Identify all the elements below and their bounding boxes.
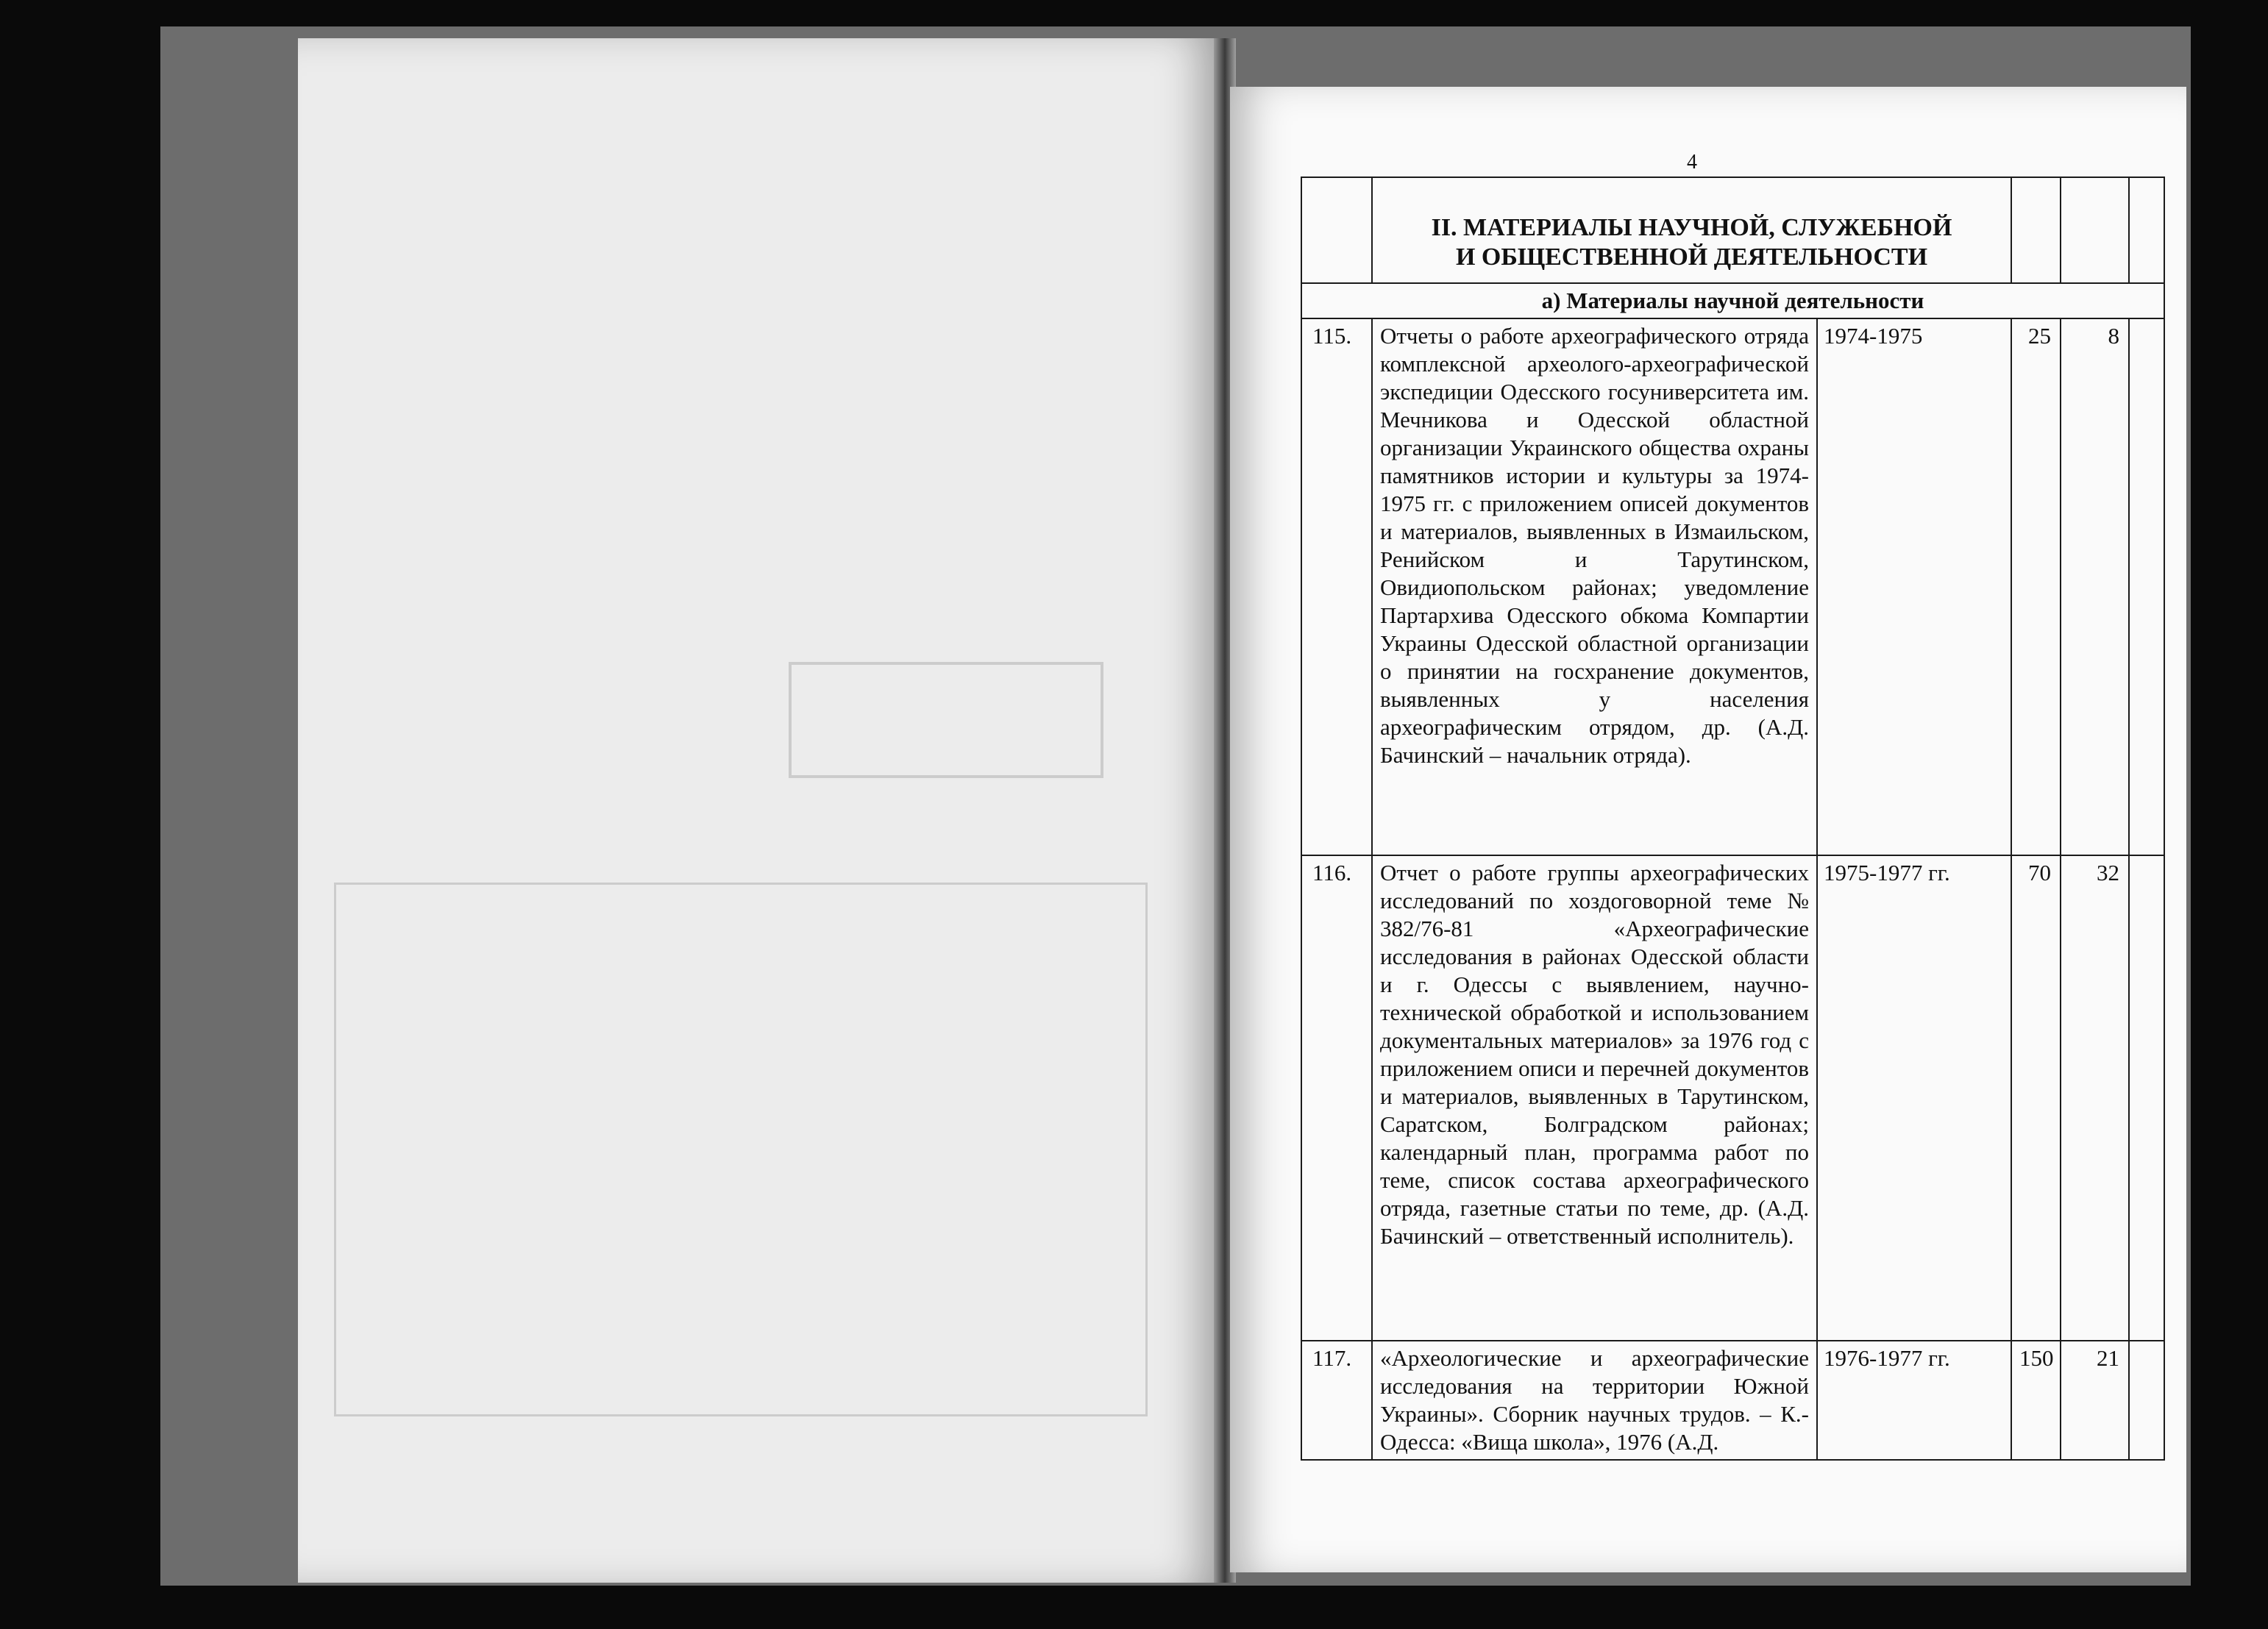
section-header-row — [1301, 177, 2164, 283]
ghost-table — [334, 883, 1148, 1416]
page-number: 4 — [1687, 151, 1697, 174]
cell-empty — [1301, 177, 1372, 283]
table-row — [1301, 1341, 2164, 1460]
section-title — [1372, 177, 2011, 283]
subsection-header-row — [1301, 283, 2164, 318]
row-pages: 32 — [2061, 855, 2129, 1341]
row-dates: 1975-1977 гг. — [1817, 855, 2011, 1341]
show-through-reverse-side — [324, 162, 1192, 1486]
subsection-title: а) Материалы научной деятельности — [1301, 283, 2164, 318]
row-note — [2129, 1341, 2164, 1460]
row-count: 25 — [2011, 318, 2061, 855]
row-pages: 21 — [2061, 1341, 2129, 1460]
ghost-stamp — [789, 662, 1103, 778]
row-count: 70 — [2011, 855, 2061, 1341]
row-number: 115. — [1301, 318, 1372, 855]
row-title: Отчеты о работе археографического отряда комплексной археолого-археографической экспедиции Одесского госуниверситета им. Мечникова и Одесской областной организации Украинского общества охраны памятников истории и культуры за 1974-1975 гг. с приложением описей документов и материалов, выявленных в Измаильском, Ренийском и Тарутинском, Овидиопольском районах; уведомление Партархива Одесского обкома Компартии Украины Одесской областной организации о принятии на госхранение документов, выявленных у населения археографическим отрядом, др. (А.Д. Бачинский – начальник отряда). — [1372, 318, 1817, 855]
row-title: Отчет о работе группы археографических исследований по хоздоговорной теме № 382/76-81 «Археографические исследования в районах Одесской области и г. Одессы с выявлением, научно-технической обработкой и использованием документальных материалов» за 1976 год с приложением описи и перечней документов и материалов, выявленных в Тарутинском, Саратском, Болградском районах; календарный план, программа работ по теме, список состава археографического отряда, газетные статьи по теме, др. (А.Д. Бачинский – ответственный исполнитель). — [1372, 855, 1817, 1341]
table-row — [1301, 855, 2164, 1341]
cell-empty — [2129, 177, 2164, 283]
row-note — [2129, 855, 2164, 1341]
section-title-line1: II. МАТЕРИАЛЫ НАУЧНОЙ, СЛУЖЕБНОЙ — [1431, 214, 1952, 241]
inventory-table — [1301, 177, 2165, 1461]
row-note — [2129, 318, 2164, 855]
row-dates: 1976-1977 гг. — [1817, 1341, 2011, 1460]
row-dates: 1974-1975 — [1817, 318, 2011, 855]
table-row — [1301, 318, 2164, 855]
row-count: 150 — [2011, 1341, 2061, 1460]
row-number: 116. — [1301, 855, 1372, 1341]
row-number: 117. — [1301, 1341, 1372, 1460]
row-pages: 8 — [2061, 318, 2129, 855]
cell-empty — [2011, 177, 2061, 283]
cell-empty — [2061, 177, 2129, 283]
row-title: «Археологические и археографические исследования на территории Южной Украины». Сборник научных трудов. – К.-Одесса: «Вища школа», 1976 (А.Д. — [1372, 1341, 1817, 1460]
section-title-line2: И ОБЩЕСТВЕННОЙ ДЕЯТЕЛЬНОСТИ — [1455, 243, 1928, 271]
